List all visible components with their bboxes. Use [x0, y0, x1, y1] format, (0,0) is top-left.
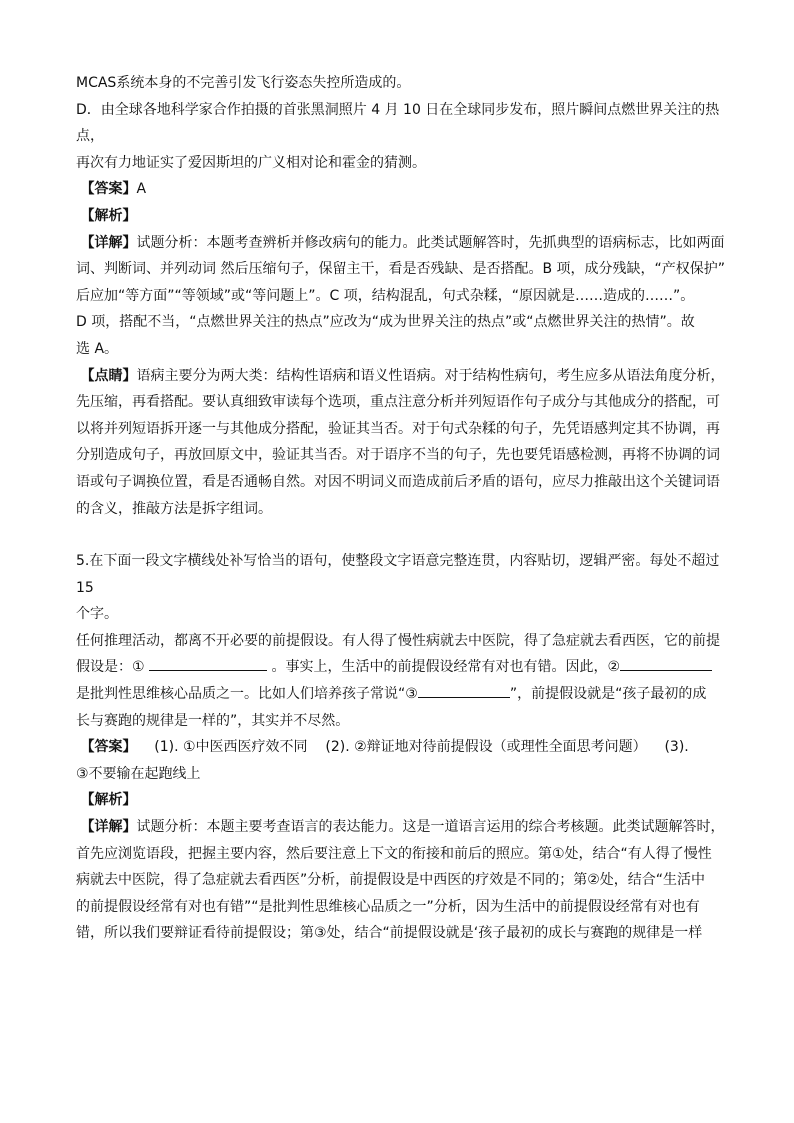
tip-label: 【点睛】 — [80, 367, 137, 384]
q5-stem-line1: 5.在下面一段文字横线处补写恰当的语句，使整段文字语意完整连贯，内容贴切，逻辑严密。每处不超过 15 — [76, 553, 720, 596]
answer-item-3-text: ③不要输在起跑线上 — [76, 765, 201, 782]
q5-answer — [76, 734, 728, 761]
q5-passage-line2: 假设是：① 。事实上，生活中的前提假设经常有对也有错。因此，② — [76, 654, 728, 681]
q4-option-d-line1: D．由全球各地科学家合作拍摄的首张黑洞照片 4 月 10 日在全球同步发布，照片瞬间点燃世界关注的热点， — [76, 101, 720, 145]
answer-item-1: (1). ①中医西医疗效不同 — [154, 739, 308, 756]
q5-detail: 【详解】试题分析：本题主要考查语言的表达能力。这是一道语言运用的综合考核题。此类试题解答时， 首先应浏览语段，把握主要内容，然后要注意上下文的衔接和前后的照应。第①处，结合“有人得了慢性 病就去中医院，得了急症就去看西医”分析，前提假设是中西医的疗效是不同的；第②处，结合“生活中 的前提假设经常有对也有错”“是批判性思维核心品质之一”分析，因为生活中的前提假设经常有对也有 错，所以我们要辩证看待前提假设；第③处，结合“前提假设就是‘孩子最初的成长与赛跑的规律是一样 — [76, 819, 725, 942]
answer-label: 【答案】 — [80, 739, 137, 756]
answer-item-3-number: (3). — [664, 739, 689, 756]
detail-label: 【详解】 — [80, 819, 137, 836]
q5-passage-line1: 任何推理活动，都离不开必要的前提假设。有人得了慢性病就去中医院，得了急症就去看西医，它的前提 — [76, 632, 720, 649]
answer-label: 【答案】 — [80, 181, 137, 198]
blank-1[interactable] — [149, 654, 267, 671]
document-page — [76, 70, 728, 947]
q4-tip: 【点睛】语病主要分为两大类：结构性语病和语义性语病。对于结构性病句，考生应多从语法角度分析， 先压缩，再看搭配。要认真细致审读每个选项，重点注意分析并列短语作句子成分与其他成分的搭配，可 以将并列短语拆开逐一与其他成分搭配，验证其当否。对于句式杂糅的句子，先凭语感判定其不协调，再 分别造成句子，再放回原文中，验证其当否。对于语序不当的句子，先也要凭语感检测，再将不协调的词 语或句子调换位置，看是否通畅自然。对因不明词义而造成前后矛盾的语句，应尽力推敲出这个关键词语 的含义，推敲方法是拆字组词。 — [76, 367, 725, 517]
q4-option-c-tail: MCAS系统本身的不完善引发飞行姿态失控所造成的。 — [76, 75, 411, 91]
answer-value: A — [136, 181, 147, 198]
q4-answer — [76, 176, 728, 203]
q4-analysis-label: 【解析】 — [80, 207, 137, 224]
q5-analysis-label: 【解析】 — [80, 792, 137, 809]
q5-stem-line2: 个字。 — [76, 606, 118, 623]
detail-label: 【详解】 — [80, 234, 137, 251]
q4-detail: 【详解】试题分析：本题考查辨析并修改病句的能力。此类试题解答时，先抓典型的语病标志，比如两面 词、判断词、并列动词 然后压缩句子，保留主干，看是否残缺、是否搭配。B 项，成分残缺，“产权保护” 后应加“等方面”“等领域”或“等问题上”。C 项，结构混乱，句式杂糅，“原因就是……造成的……”。 D 项，搭配不当，“点燃世界关注的热点”应改为“成为世界关注的热点”或“点燃世界关注的热情”。故 选 A。 — [76, 234, 726, 357]
answer-item-2: (2). ②辩证地对待前提假设（或理性全面思考问题） — [325, 739, 647, 756]
q5-passage-line3: 是批判性思维核心品质之一。比如人们培养孩子常说“③ ”，前提假设就是“孩子最初的成 — [76, 681, 728, 708]
blank-2[interactable] — [620, 654, 712, 671]
q4-option-d-line2: 再次有力地证实了爱因斯坦的广义相对论和霍金的猜测。 — [76, 154, 426, 171]
q5-passage-line4: 长与赛跑的规律是一样的”，其实并不尽然。 — [76, 712, 350, 729]
blank-3[interactable] — [418, 681, 510, 698]
